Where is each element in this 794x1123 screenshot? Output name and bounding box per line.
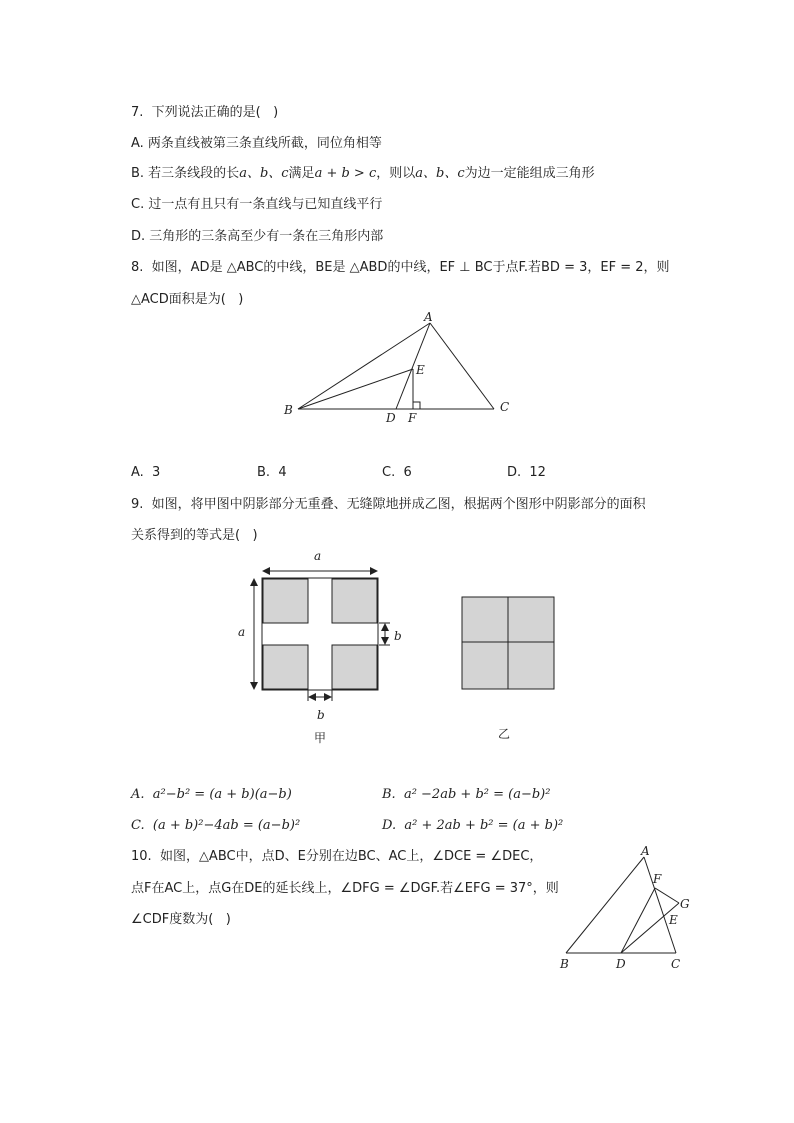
q10-segment-dg: [621, 903, 679, 953]
q8-label-c: C: [500, 400, 510, 414]
q10-label-f: F: [653, 872, 662, 886]
q9-yi-square-3: [462, 642, 508, 689]
q9-option-c: C. (a + b)²−4ab = (a−b)²: [131, 818, 301, 833]
q8-option-d: D. 12: [507, 465, 546, 480]
q7-stem: 7. 下列说法正确的是( ): [131, 105, 279, 120]
q10-label-a: A: [641, 844, 650, 858]
q7-b-mid2: ，则以: [376, 166, 416, 181]
q8-option-b: B. 4: [257, 465, 287, 480]
q8-stem-line1: 8. 如图，AD是 △ABC的中线，BE是 △ABD的中线，EF ⊥ BC于点F.若BD = 3，EF = 2，则: [131, 260, 670, 275]
q7-option-b: [131, 165, 595, 183]
q7-b-mid1: 满足: [288, 166, 315, 181]
q10-label-e: E: [669, 913, 678, 927]
q9-stem-line1: 9. 如图，将甲图中阴影部分无重叠、无缝隙地拼成乙图，根据两个图形中阴影部分的面积: [131, 497, 646, 512]
q10-label-g: G: [680, 897, 690, 911]
q9-label-b-right: b: [394, 629, 402, 643]
q9-option-b: B. a² −2ab + b² = (a−b)²: [382, 787, 551, 802]
q8-option-a: A. 3: [131, 465, 161, 480]
q9-jia-shaded-top-left: [263, 579, 308, 623]
q8-label-b: B: [284, 403, 293, 417]
q9-yi-square-4: [508, 642, 554, 689]
q8-segment-ac: [430, 323, 494, 409]
q7-b-vars-2: a、b、c: [415, 166, 465, 181]
q9-figure-yi: [462, 597, 554, 741]
q8-label-f: F: [408, 411, 417, 425]
q8-triangle-figure: [270, 310, 530, 430]
q8-segment-be: [298, 369, 413, 409]
q9-option-a: A. a²−b² = (a + b)(a−b): [131, 787, 292, 802]
q8-right-angle-mark: [413, 402, 420, 409]
q10-stem-line2: 点F在AC上，点G在DE的延长线上，∠DFG = ∠DGF.若∠EFG = 37°，则: [131, 881, 559, 896]
q9-jia-shaded-bottom-right: [332, 645, 377, 689]
q9-caption-jia: 甲: [314, 731, 327, 745]
q7-option-a: A. 两条直线被第三条直线所截，同位角相等: [131, 136, 382, 151]
q10-segment-df: [621, 888, 655, 953]
q9-figures: [230, 545, 610, 755]
q7-b-vars-1: a、b、c: [239, 166, 289, 181]
q7-option-d: D. 三角形的三条高至少有一条在三角形内部: [131, 229, 384, 244]
q9-jia-shaded-bottom-left: [263, 645, 308, 689]
q9-caption-yi: 乙: [498, 727, 511, 741]
q9-figure-jia: [238, 549, 402, 745]
q9-label-b-bottom: b: [317, 708, 325, 722]
q8-segment-ba: [298, 323, 430, 409]
q9-yi-square-1: [462, 597, 508, 642]
q9-label-a-top: a: [314, 549, 322, 563]
q7-option-c: C. 过一点有且只有一条直线与已知直线平行: [131, 197, 383, 212]
q10-stem-line3: ∠CDF度数为( ): [131, 912, 231, 927]
q9-label-a-left: a: [238, 625, 246, 639]
q7-b-pre: B. 若三条线段的长: [131, 166, 240, 181]
q8-option-c: C. 6: [382, 465, 412, 480]
q7-b-post: 为边一定能组成三角形: [464, 166, 595, 181]
q9-yi-square-2: [508, 597, 554, 642]
q10-label-c: C: [671, 957, 681, 971]
q10-stem-line1: 10. 如图，△ABC中，点D、E分别在边BC、AC上，∠DCE = ∠DEC，: [131, 849, 543, 864]
q10-label-d: D: [616, 957, 626, 971]
q8-label-a: A: [424, 310, 433, 324]
q10-segment-ba: [566, 857, 644, 953]
q8-stem-line2: △ACD面积是为( ): [131, 292, 244, 307]
q9-jia-shaded-top-right: [332, 579, 377, 623]
q7-b-condition: a + b > c: [314, 166, 377, 181]
q9-option-d: D. a² + 2ab + b² = (a + b)²: [382, 818, 564, 833]
q10-label-b: B: [560, 957, 569, 971]
q8-label-d: D: [386, 411, 396, 425]
q9-stem-line2: 关系得到的等式是( ): [131, 528, 258, 543]
q10-triangle-figure: [555, 845, 705, 980]
q8-label-e: E: [416, 363, 425, 377]
